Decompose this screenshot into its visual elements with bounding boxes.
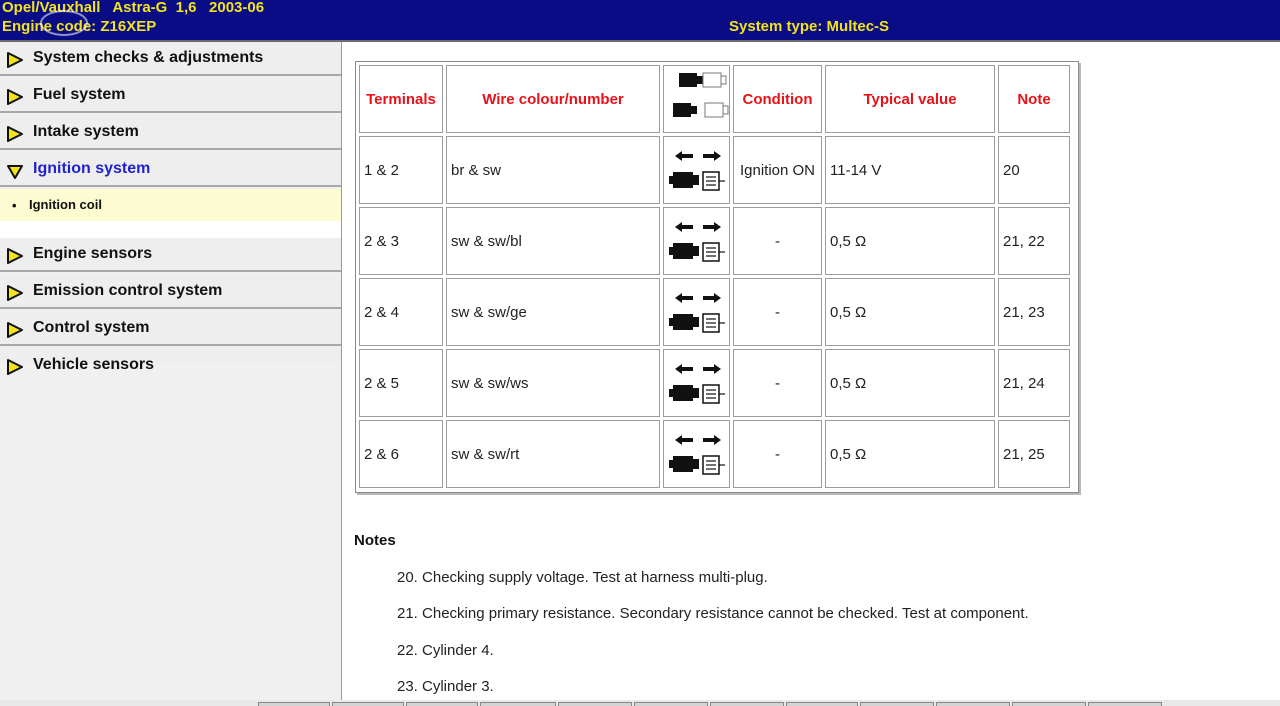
watermark-logo — [40, 10, 88, 36]
cell-terminals: 2 & 5 — [359, 349, 443, 417]
cell-note: 21, 23 — [998, 278, 1070, 346]
arrow-right-icon — [7, 126, 23, 142]
cell-note: 21, 24 — [998, 349, 1070, 417]
column-header-terminals: Terminals — [359, 65, 443, 133]
cell-connector — [663, 207, 730, 275]
sidebar-item-label: Engine sensors — [33, 245, 153, 262]
arrow-right-icon — [7, 248, 23, 264]
sidebar-item-vehicle-sensors[interactable] — [0, 349, 341, 373]
arrow-right-icon — [7, 89, 23, 105]
cell-typical-value: 0,5 Ω — [825, 207, 995, 275]
cell-condition: - — [733, 420, 822, 488]
cell-terminals: 2 & 3 — [359, 207, 443, 275]
arrow-right-icon — [7, 285, 23, 301]
table-row — [359, 207, 1070, 275]
column-header-wire-colour: Wire colour/number — [446, 65, 660, 133]
cell-wire: sw & sw/bl — [446, 207, 660, 275]
cell-note: 21, 22 — [998, 207, 1070, 275]
bottom-tab[interactable] — [786, 702, 858, 706]
table-row — [359, 136, 1070, 204]
arrow-down-icon — [7, 163, 23, 179]
column-header-note: Note — [998, 65, 1070, 133]
sidebar-item-label: Vehicle sensors — [33, 356, 154, 373]
column-header-typical-value: Typical value — [825, 65, 995, 133]
sidebar-item-label: Ignition system — [33, 160, 151, 177]
bottom-tab[interactable] — [1012, 702, 1086, 706]
table-row — [359, 349, 1070, 417]
connector-test-icon — [665, 142, 729, 194]
sidebar-item-ignition-system[interactable] — [0, 153, 341, 187]
bottom-tab[interactable] — [332, 702, 404, 706]
connector-test-icon — [665, 213, 729, 265]
column-header-connector — [663, 65, 730, 133]
header-bar — [0, 0, 1280, 40]
cell-typical-value: 0,5 Ω — [825, 420, 995, 488]
cell-wire: sw & sw/ws — [446, 349, 660, 417]
bottom-tab[interactable] — [860, 702, 934, 706]
note-item: 23. Cylinder 3. — [397, 678, 494, 695]
sidebar-item-emission-control[interactable] — [0, 275, 341, 309]
cell-wire: sw & sw/rt — [446, 420, 660, 488]
terminal-table-container — [355, 61, 1079, 493]
sidebar-item-label: Intake system — [33, 123, 139, 140]
table-row — [359, 420, 1070, 488]
sidebar-item-system-checks[interactable] — [0, 42, 341, 76]
submenu-item-label: Ignition coil — [29, 197, 102, 212]
bottom-tab[interactable] — [480, 702, 556, 706]
sidebar-item-engine-sensors[interactable] — [0, 238, 341, 272]
bottom-tab[interactable] — [634, 702, 708, 706]
cell-condition: - — [733, 349, 822, 417]
cell-typical-value: 0,5 Ω — [825, 278, 995, 346]
sidebar-item-intake-system[interactable] — [0, 116, 341, 150]
cell-typical-value: 0,5 Ω — [825, 349, 995, 417]
cell-wire: sw & sw/ge — [446, 278, 660, 346]
arrow-right-icon — [7, 322, 23, 338]
connector-icon — [665, 67, 729, 127]
cell-condition: Ignition ON — [733, 136, 822, 204]
sidebar-item-label: Emission control system — [33, 282, 223, 299]
bullet-icon: • — [12, 198, 17, 213]
bottom-tab[interactable] — [936, 702, 1010, 706]
vehicle-info: Opel/Vauxhall Astra-G 1,6 2003-06 — [2, 0, 265, 16]
sidebar-item-control-system[interactable] — [0, 312, 341, 346]
bottom-tab[interactable] — [710, 702, 784, 706]
cell-condition: - — [733, 207, 822, 275]
cell-connector — [663, 278, 730, 346]
bottom-tab[interactable] — [1088, 702, 1162, 706]
cell-terminals: 2 & 6 — [359, 420, 443, 488]
cell-wire: br & sw — [446, 136, 660, 204]
cell-condition: - — [733, 278, 822, 346]
cell-connector — [663, 136, 730, 204]
terminal-table — [356, 62, 1073, 491]
submenu-panel — [0, 189, 341, 239]
sidebar-item-fuel-system[interactable] — [0, 79, 341, 113]
arrow-right-icon — [7, 359, 23, 375]
table-row — [359, 278, 1070, 346]
table-header-row — [359, 65, 1070, 133]
note-item: 20. Checking supply voltage. Test at harness multi-plug. — [397, 569, 768, 586]
cell-terminals: 1 & 2 — [359, 136, 443, 204]
column-header-condition: Condition — [733, 65, 822, 133]
notes-heading: Notes — [354, 532, 396, 549]
sidebar-item-label: Control system — [33, 319, 150, 336]
note-item: 21. Checking primary resistance. Secondary resistance cannot be checked. Test at component. — [397, 605, 1029, 622]
connector-test-icon — [665, 355, 729, 407]
connector-test-icon — [665, 284, 729, 336]
bottom-tab[interactable] — [258, 702, 330, 706]
sidebar-item-label: Fuel system — [33, 86, 126, 103]
connector-test-icon — [665, 426, 729, 478]
bottom-tab[interactable] — [406, 702, 478, 706]
bottom-tab[interactable] — [558, 702, 632, 706]
arrow-right-icon — [7, 52, 23, 68]
cell-connector — [663, 349, 730, 417]
cell-typical-value: 11-14 V — [825, 136, 995, 204]
engine-code: Engine code: Z16XEP — [2, 18, 157, 35]
cell-note: 21, 25 — [998, 420, 1070, 488]
cell-terminals: 2 & 4 — [359, 278, 443, 346]
cell-connector — [663, 420, 730, 488]
cell-note: 20 — [998, 136, 1070, 204]
note-item: 22. Cylinder 4. — [397, 642, 494, 659]
submenu-item-ignition-coil[interactable] — [0, 189, 341, 221]
sidebar-item-label: System checks & adjustments — [33, 49, 264, 66]
system-type: System type: Multec-S — [729, 18, 890, 35]
sidebar — [0, 42, 342, 706]
